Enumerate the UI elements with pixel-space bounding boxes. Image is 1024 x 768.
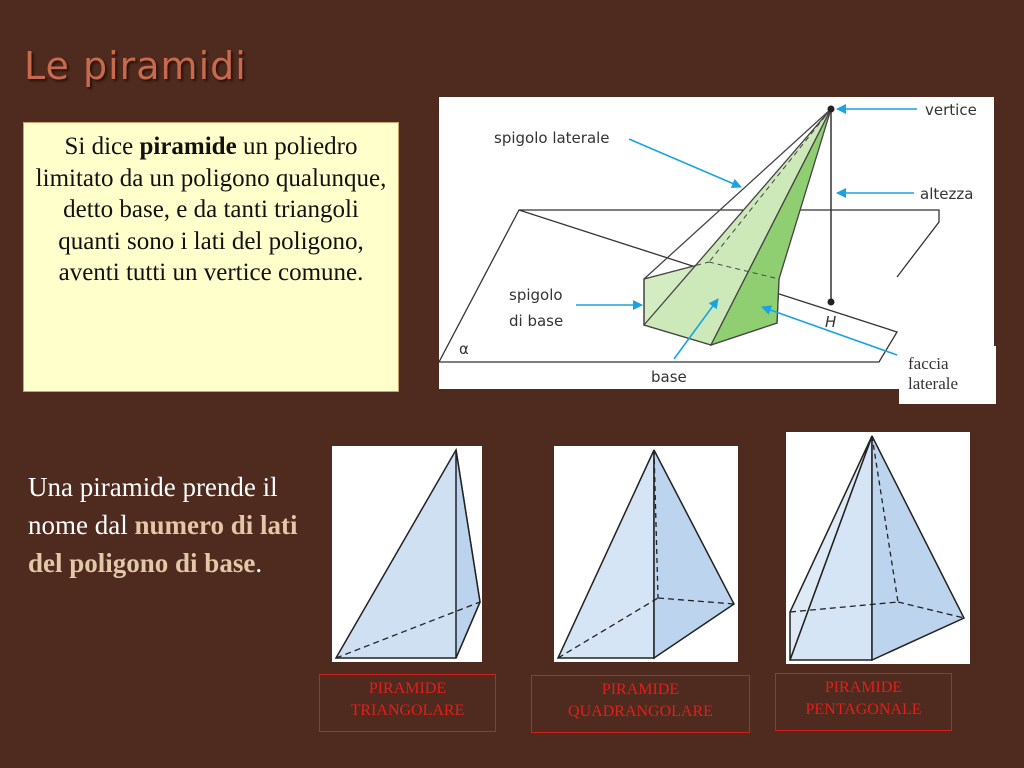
label-triangular-pyramid xyxy=(319,674,496,732)
pentagonal-pyramid-image xyxy=(786,432,970,664)
label-altezza: altezza xyxy=(920,185,974,203)
label-pentagonal-line1: PIRAMIDE xyxy=(824,679,903,696)
label-spigolo-laterale: spigolo laterale xyxy=(494,129,610,147)
page-title: Le piramidi xyxy=(24,44,247,88)
naming-explanation xyxy=(28,468,328,582)
label-quadrangular-line1: PIRAMIDE xyxy=(601,681,680,698)
label-quadrangular-line2: QUADRANGOLARE xyxy=(568,703,713,720)
vertex-point xyxy=(828,106,835,113)
label-faccia-laterale xyxy=(899,346,996,404)
definition-keyword: piramide xyxy=(139,133,237,160)
label-faccia: faccia xyxy=(908,354,949,373)
pentagonal-pyramid-svg xyxy=(786,432,970,664)
label-vertice: vertice xyxy=(925,101,977,119)
naming-keyword: numero di lati del poligono di base xyxy=(28,510,298,578)
label-quadrangular-pyramid xyxy=(531,675,750,733)
label-pentagonal-line2: PENTAGONALE xyxy=(805,701,922,718)
definition-box xyxy=(23,122,399,392)
naming-text-start: Una piramide prende il nome dal xyxy=(28,472,278,540)
label-laterale: laterale xyxy=(908,374,959,393)
label-di-base: di base xyxy=(509,312,564,330)
label-triangular-line1: PIRAMIDE xyxy=(368,680,447,697)
label-base: base xyxy=(651,368,687,386)
triangular-pyramid-svg xyxy=(332,446,482,662)
label-alpha: α xyxy=(459,340,469,358)
triangular-pyramid-image xyxy=(332,446,482,662)
definition-text-end: un poliedro limitato da un poligono qualunque, detto base, e da tanti triangoli quanti sono i lati del poligono, aventi tutti un vertice comune. xyxy=(35,133,387,286)
definition-text-start: Si dice xyxy=(64,133,140,160)
quadrangular-pyramid-image xyxy=(554,446,738,662)
label-spigolo: spigolo xyxy=(509,286,563,304)
naming-text-end: . xyxy=(255,548,263,578)
label-pentagonal-pyramid xyxy=(775,673,952,731)
label-H: H xyxy=(825,313,837,331)
label-triangular-line2: TRIANGOLARE xyxy=(350,702,465,719)
foot-H-point xyxy=(828,299,835,306)
quadrangular-pyramid-svg xyxy=(554,446,738,662)
